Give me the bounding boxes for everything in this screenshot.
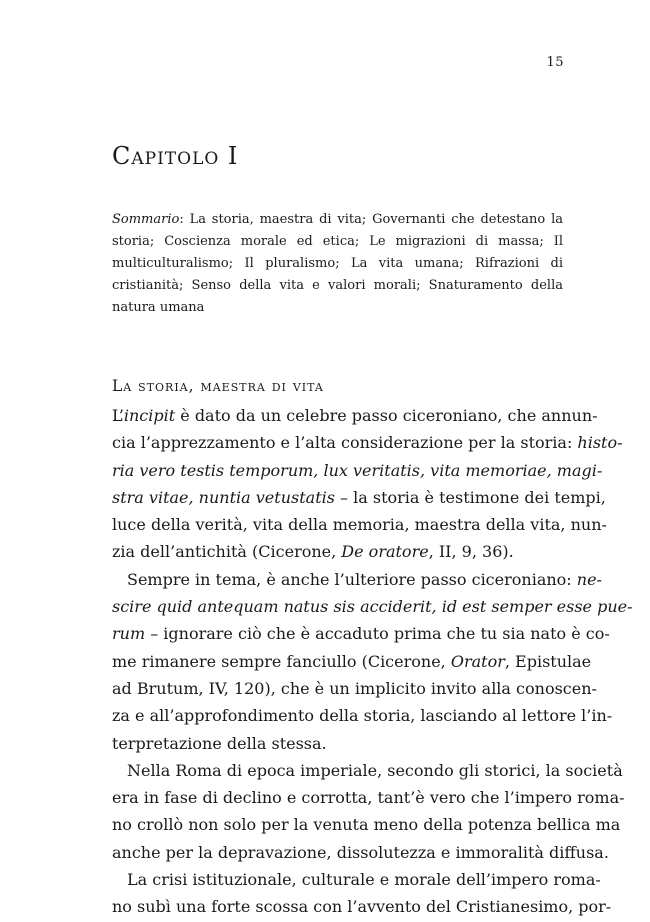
text-run: me rimanere sempre fanciullo (Cicerone, <box>112 651 451 671</box>
body-paragraph <box>112 757 625 866</box>
text-line <box>112 648 592 675</box>
text-run: Nella Roma di epoca imperiale, secondo gli storici, la società <box>127 760 623 780</box>
text-line <box>112 566 602 593</box>
text-run: ad Brutum, IV, 120), che è un implicito invito alla conoscen- <box>112 678 597 698</box>
text-run: cia l’apprezzamento e l’alta considerazione per la storia: <box>112 433 578 453</box>
text-line <box>112 457 603 484</box>
text-run: Sempre in tema, è anche l’ulteriore passo ciceroniano: <box>127 569 577 589</box>
text-line <box>112 784 625 811</box>
text-run: no crollò non solo per la venuta meno della potenza bellica ma <box>112 815 621 835</box>
text-run: , Epistulae <box>504 651 592 671</box>
text-line <box>112 484 606 511</box>
text-line <box>112 511 607 538</box>
chapter-title: Capitolo I <box>112 142 239 170</box>
text-run: zia dell’antichità (Cicerone, <box>112 542 342 562</box>
section-heading: La storia, maestra di vita <box>112 377 324 395</box>
italic-text-run: De oratore <box>341 542 429 562</box>
text-line <box>112 839 609 866</box>
text-run: è dato da un celebre passo ciceroniano, che annun- <box>175 406 598 425</box>
chapter-summary <box>112 209 563 319</box>
text-line <box>112 702 613 729</box>
text-line <box>112 675 597 702</box>
text-line <box>112 538 564 565</box>
text-line <box>112 402 598 429</box>
italic-text-run: stra vitae, nuntia vetustatis <box>112 487 335 507</box>
text-line <box>112 593 633 620</box>
summary-label: Sommario <box>112 212 180 227</box>
text-run: terpretazione della stessa. <box>112 733 327 753</box>
italic-text-run: Orator <box>450 651 505 671</box>
italic-text-run: histo- <box>577 433 623 453</box>
italic-text-run: ne- <box>576 569 602 589</box>
text-line <box>112 620 610 647</box>
text-line <box>112 811 621 838</box>
text-line <box>112 893 612 920</box>
italic-text-run: scire quid antequam natus sis acciderit, id est semper esse pue- <box>112 597 633 617</box>
page-number: 15 <box>546 55 564 70</box>
text-run: anche per la depravazione, dissolutezza e immoralità diffusa. <box>112 842 609 862</box>
text-run: – la storia è testimone dei tempi, <box>334 487 606 507</box>
italic-text-run: rum <box>112 624 146 644</box>
text-run: L’ <box>112 406 124 425</box>
text-line <box>112 866 601 893</box>
text-run: La crisi istituzionale, culturale e morale dell’impero roma- <box>127 870 601 890</box>
body-paragraph <box>112 866 612 921</box>
text-line <box>112 757 623 784</box>
italic-text-run: ria vero testis temporum, lux veritatis, vita memoriae, magi- <box>112 460 603 480</box>
text-run: , II, 9, 36). <box>428 542 514 562</box>
text-line <box>112 730 564 757</box>
text-run: za e all’approfondimento della storia, lasciando al lettore l’in- <box>112 706 613 726</box>
text-line <box>112 429 623 456</box>
body-text <box>112 402 633 921</box>
body-paragraph <box>112 566 633 757</box>
body-paragraph <box>112 402 623 566</box>
summary-text: : La storia, maestra di vita; Governanti che detestano la storia; Coscienza morale ed etica; Le migrazioni di massa; Il multiculturalismo; Il pluralismo; La vita umana; Rifrazioni di cristianità; Senso della vita e valori morali; Snaturamento della natura umana <box>112 212 563 315</box>
text-run: era in fase di declino e corrotta, tant’è vero che l’impero roma- <box>112 788 625 808</box>
text-run: – ignorare ciò che è accaduto prima che tu sia nato è co- <box>145 624 610 644</box>
italic-text-run: incipit <box>123 406 176 425</box>
text-run: no subì una forte scossa con l’avvento del Cristianesimo, por- <box>112 897 612 917</box>
text-run: luce della verità, vita della memoria, maestra della vita, nun- <box>112 515 607 535</box>
